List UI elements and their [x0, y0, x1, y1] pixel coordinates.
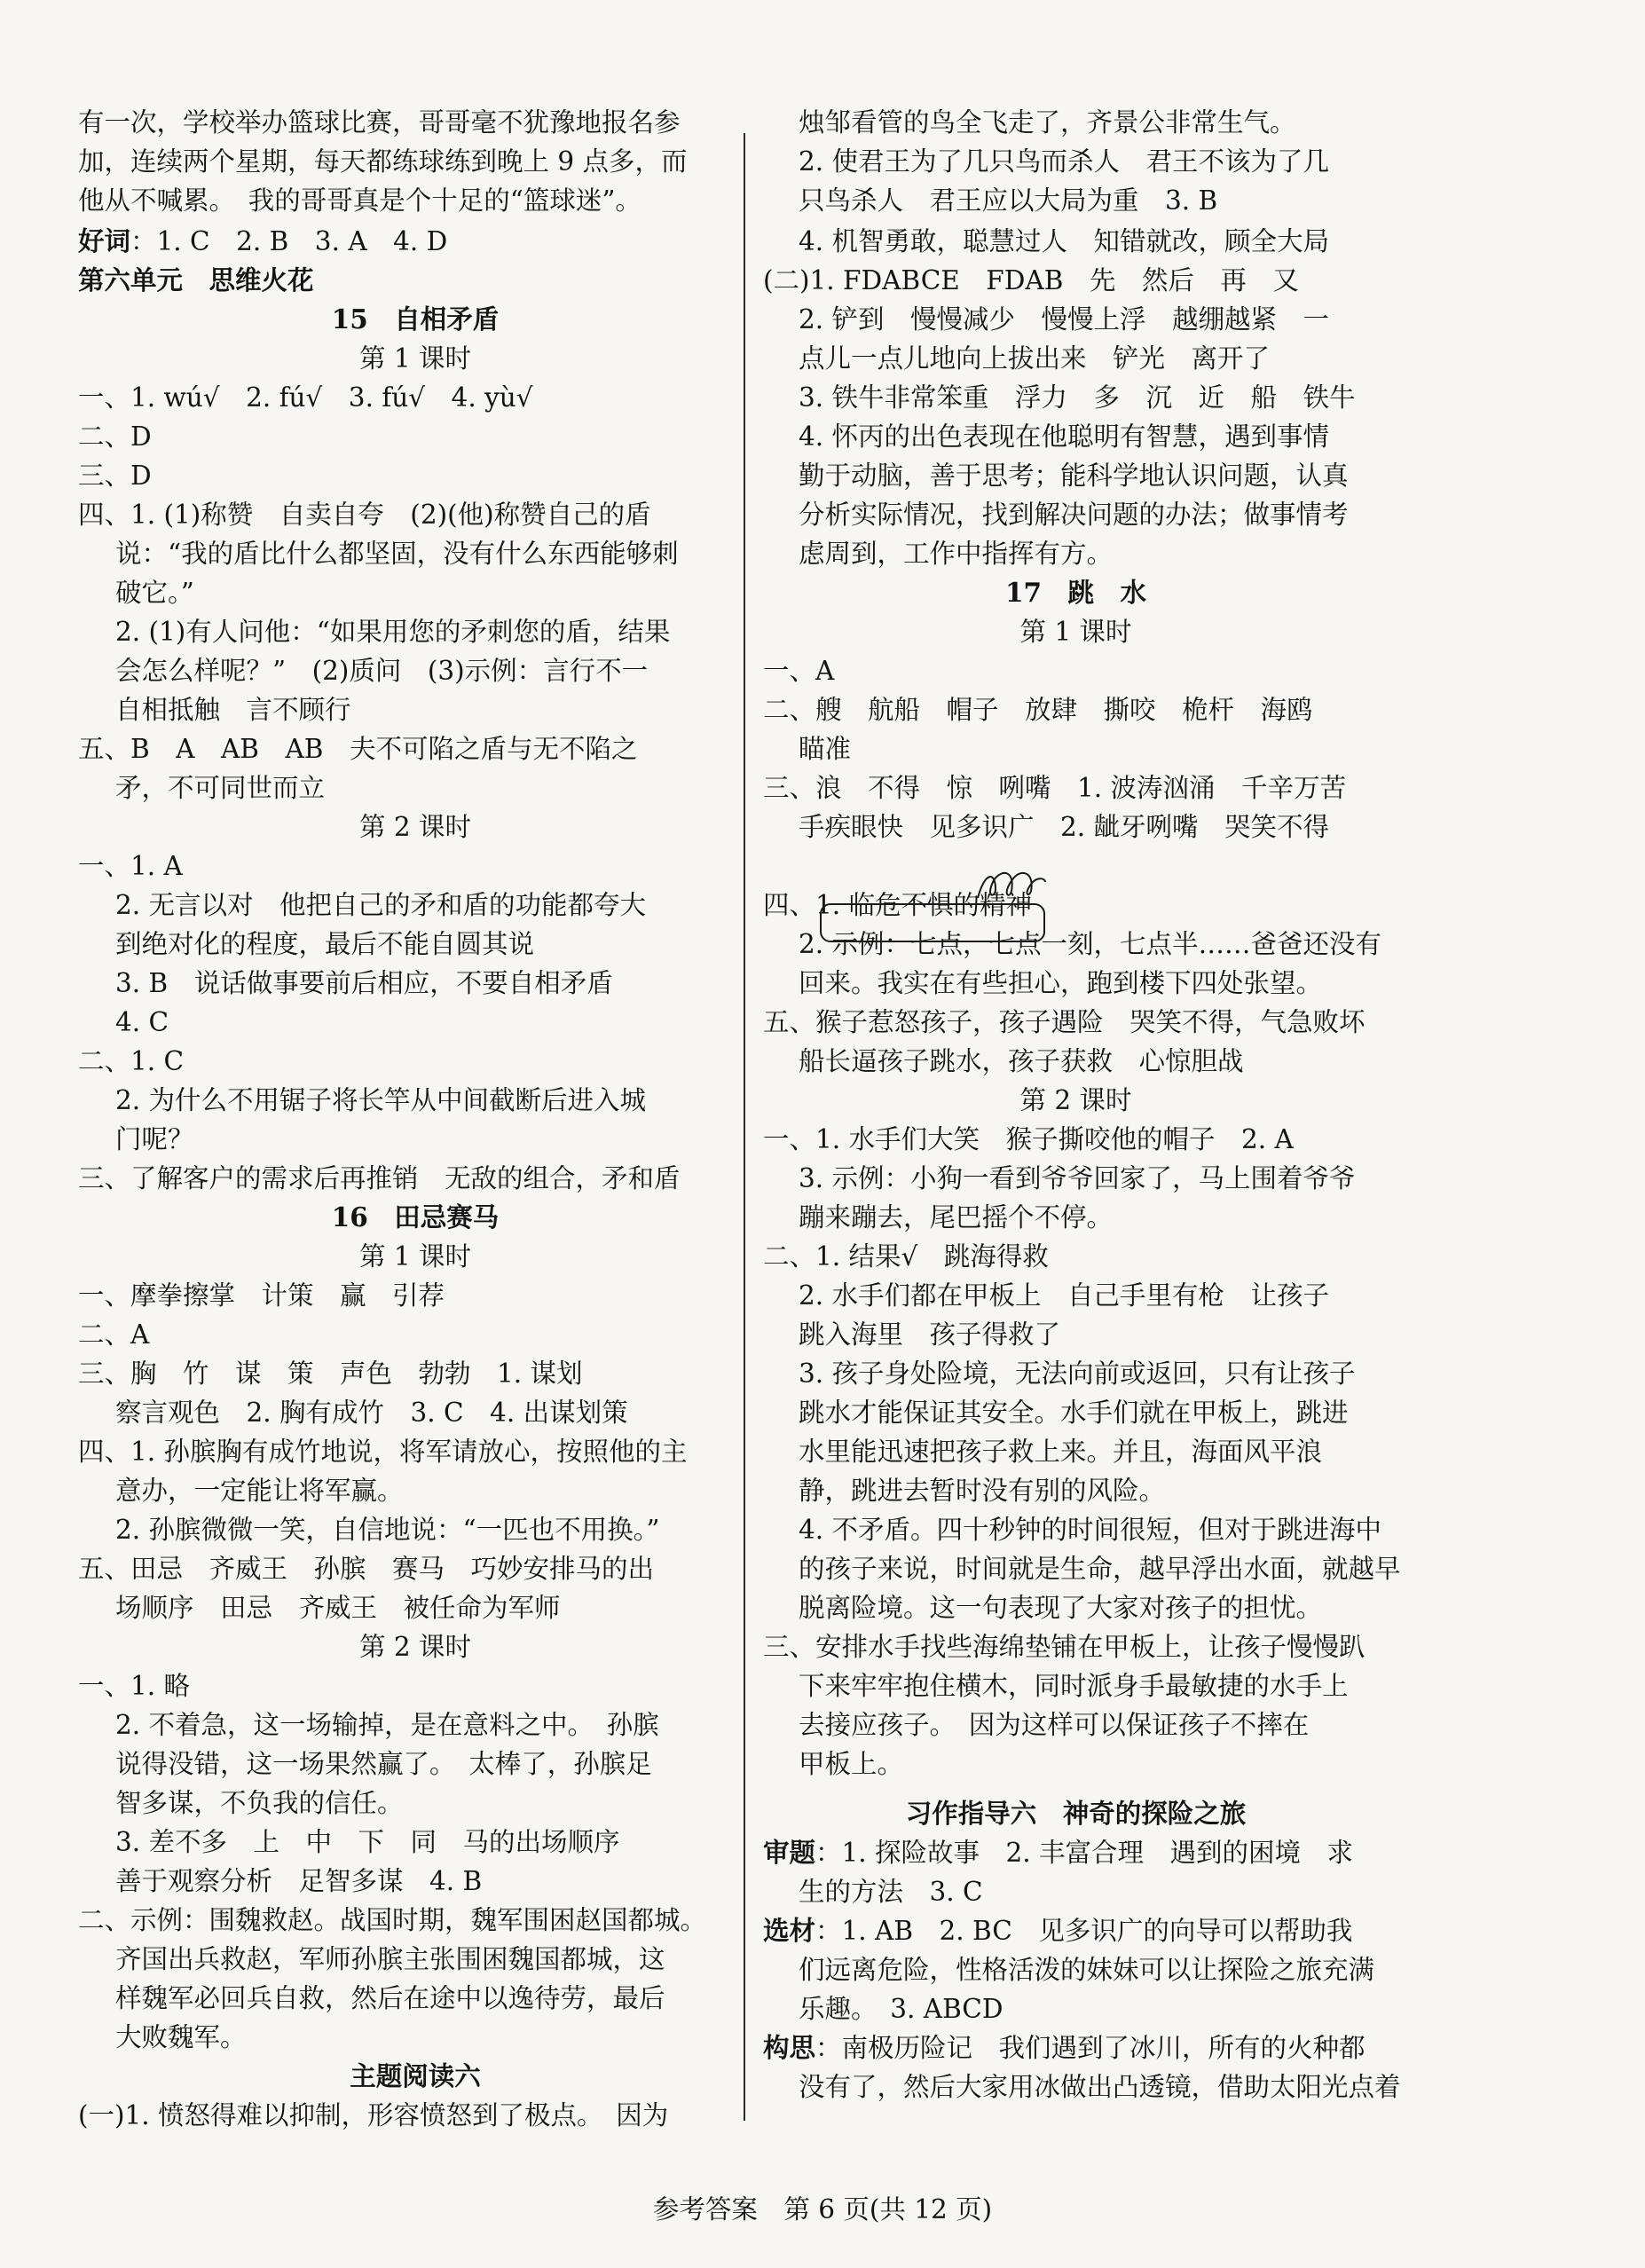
- answer-line: 齐国出兵救赵，军师孙膑主张围困魏国都城，这: [115, 1944, 665, 1974]
- answer-line: 四、1. 孙膑胸有成竹地说，将军请放心，按照他的主: [78, 1437, 688, 1467]
- column-divider: [744, 133, 745, 2121]
- answer-line: 2. 不着急，这一场输掉，是在意料之中。 孙膑: [115, 1710, 659, 1740]
- answer-line: 生的方法 3. C: [799, 1877, 983, 1907]
- answer-line: 四、1. (1)称赞 自卖自夸 (2)(他)称赞自己的盾: [78, 500, 651, 530]
- answer-line: 一、摩拳擦掌 计策 赢 引荐: [78, 1280, 445, 1311]
- loop-annotation-mark: [976, 871, 1047, 903]
- answer-line: 五、田忌 齐威王 孙膑 赛马 巧妙安排马的出: [78, 1554, 655, 1584]
- answer-line: 跳水才能保证其安全。水手们就在甲板上，跳进: [799, 1398, 1349, 1428]
- answer-line: 2. 铲到 慢慢减少 慢慢上浮 越绷越紧 一: [799, 304, 1330, 335]
- answer-line: 勤于动脑，善于思考；能科学地认识问题，认真: [799, 461, 1349, 491]
- answer-line: 下来牢牢抱住横木，同时派身手最敏捷的水手上: [799, 1671, 1349, 1701]
- answer-line: 烛邹看管的鸟全飞走了，齐景公非常生气。: [799, 107, 1296, 138]
- answer-line: 三、了解客户的需求后再推销 无敌的组合，矛和盾: [78, 1163, 681, 1193]
- answer-line: 二、D: [78, 421, 152, 452]
- label-prefix: 审题: [763, 1837, 816, 1868]
- answer-line: 有一次，学校举办篮球比赛，哥哥毫不犹豫地报名参: [78, 107, 681, 138]
- answer-line: 2. 使君王为了几只鸟而杀人 君王不该为了几: [799, 146, 1330, 177]
- answer-line: 矛，不可同世而立: [115, 773, 326, 803]
- section-heading: 主题阅读六: [350, 2060, 481, 2091]
- answer-line: 静，跳进去暂时没有别的风险。: [799, 1476, 1166, 1506]
- answer-line: 分析实际情况，找到解决问题的办法；做事情考: [799, 500, 1349, 530]
- answer-line: 的孩子来说，时间就是生命，越早浮出水面，就越早: [799, 1554, 1401, 1584]
- answer-line: 点儿一点儿地向上拔出来 铲光 离开了: [799, 343, 1271, 374]
- answer-line: 乐趣。 3. ABCD: [799, 1994, 1004, 2024]
- answer-line: 一、1. A: [78, 851, 183, 881]
- section-heading: 15 自相矛盾: [331, 303, 500, 335]
- answer-line: 甲板上。: [799, 1749, 904, 1779]
- answer-line: 4. 不矛盾。四十秒钟的时间很短，但对于跳进海中: [799, 1515, 1382, 1545]
- answer-line: 三、安排水手找些海绵垫铺在甲板上，让孩子慢慢趴: [763, 1632, 1366, 1662]
- answer-line: 第 2 课时: [358, 812, 472, 842]
- answer-line: (一)1. 愤怒得难以抑制，形容愤怒到了极点。 因为: [78, 2100, 669, 2130]
- answer-line: 蹦来蹦去，尾巴摇个不停。: [799, 1202, 1114, 1232]
- answer-line: 说得没错，这一场果然赢了。 太棒了，孙膑足: [115, 1749, 652, 1779]
- answer-line: 察言观色 2. 胸有成竹 3. C 4. 出谋划策: [115, 1398, 628, 1428]
- answer-line: 第 1 课时: [1019, 617, 1132, 647]
- answer-line: 2. 无言以对 他把自己的矛和盾的功能都夸大: [115, 890, 647, 920]
- answer-line: 意办，一定能让将军赢。: [115, 1476, 404, 1506]
- answer-line: 二、A: [78, 1319, 150, 1350]
- answer-line: 四、1. 临危不惧的精神: [763, 890, 1033, 920]
- answer-line: 2. 孙膑微微一笑，自信地说：“一匹也不用换。”: [115, 1515, 660, 1545]
- answer-line: 3. 差不多 上 中 下 同 马的出场顺序: [115, 1827, 620, 1857]
- answer-line: 到绝对化的程度，最后不能自圆其说: [115, 929, 535, 959]
- answer-line: 一、A: [763, 656, 835, 686]
- answer-line: 手疾眼快 见多识广 2. 龇牙咧嘴 哭笑不得: [799, 812, 1330, 842]
- answer-line: 3. 孩子身处险境，无法向前或返回，只有让孩子: [799, 1358, 1356, 1389]
- section-heading: 第六单元 思维火花: [78, 264, 314, 295]
- answer-line: 2. 水手们都在甲板上 自己手里有枪 让孩子: [799, 1280, 1330, 1311]
- answer-line: 跳入海里 孩子得救了: [799, 1319, 1061, 1350]
- answer-line: 自相抵触 言不顾行: [115, 695, 351, 725]
- answer-line: 们远离危险，性格活泼的妹妹可以让探险之旅充满: [799, 1955, 1375, 1985]
- section-heading: 17 跳 水: [1004, 577, 1147, 608]
- answer-line: 第 1 课时: [358, 343, 472, 374]
- answer-line: 一、1. wú√ 2. fú√ 3. fú√ 4. yù√: [78, 382, 533, 413]
- answer-line: 4. 怀丙的出色表现在他聪明有智慧，遇到事情: [799, 421, 1330, 452]
- label-prefix: 构思: [763, 2032, 816, 2063]
- answer-line: 样魏军必回兵自救，然后在途中以逸待劳，最后: [115, 1983, 665, 2013]
- answer-line: 第 2 课时: [358, 1632, 472, 1662]
- answer-line: 2. 为什么不用锯子将长竿从中间截断后进入城: [115, 1085, 647, 1115]
- answer-line: 瞄准: [799, 734, 852, 764]
- label-prefix: 选材: [763, 1915, 816, 1946]
- answer-line: 4. C: [115, 1007, 169, 1037]
- answer-line: 五、B A AB AB 夫不可陷之盾与无不陷之: [78, 734, 638, 764]
- answer-line: 二、1. 结果√ 跳海得救: [763, 1241, 1049, 1272]
- answer-line: 三、胸 竹 谋 策 声色 勃勃 1. 谋划: [78, 1358, 583, 1389]
- answer-line: 第 2 课时: [1019, 1085, 1132, 1115]
- page-footer: 参考答案 第 6 页(共 12 页): [652, 2194, 993, 2225]
- answer-line: 构思：南极历险记 我们遇到了冰川，所有的火种都: [763, 2032, 1366, 2063]
- answer-line: 虑周到，工作中指挥有方。: [799, 539, 1114, 569]
- answer-line: 船长逼孩子跳水，孩子获救 心惊胆战: [799, 1046, 1244, 1076]
- answer-line: 第 1 课时: [358, 1241, 472, 1272]
- answer-line: 审题：1. 探险故事 2. 丰富合理 遇到的困境 求: [763, 1837, 1354, 1868]
- answer-line: 破它。”: [115, 578, 194, 608]
- answer-line: 好词：1. C 2. B 3. A 4. D: [78, 225, 448, 256]
- answer-line: 加，连续两个星期，每天都练球练到晚上 9 点多，而: [78, 146, 688, 177]
- answer-line: 三、浪 不得 惊 咧嘴 1. 波涛汹涌 千辛万苦: [763, 773, 1347, 803]
- answer-line: 他从不喊累。 我的哥哥真是个十足的“篮球迷”。: [78, 185, 641, 216]
- answer-line: (二)1. FDABCE FDAB 先 然后 再 又: [763, 265, 1299, 295]
- answer-line: 4. 机智勇敢，聪慧过人 知错就改，顾全大局: [799, 226, 1330, 256]
- label-prefix: 好词: [78, 225, 131, 256]
- answer-line: 二、1. C: [78, 1046, 185, 1076]
- answer-line: 三、D: [78, 461, 152, 491]
- section-heading: 16 田忌赛马: [331, 1201, 500, 1232]
- answer-line: 只鸟杀人 君王应以大局为重 3. B: [799, 185, 1218, 216]
- answer-line: 一、1. 略: [78, 1671, 191, 1701]
- answer-line: 五、猴子惹怒孩子，孩子遇险 哭笑不得，气急败坏: [763, 1007, 1366, 1037]
- answer-line: 场顺序 田忌 齐威王 被任命为军师: [115, 1593, 561, 1623]
- answer-line: 2. 示例：七点，七点一刻，七点半……爸爸还没有: [799, 929, 1382, 959]
- answer-line: 智多谋，不负我的信任。: [115, 1788, 404, 1818]
- answer-line: 3. B 说话做事要前后相应，不要自相矛盾: [115, 968, 613, 998]
- answer-line: 脱离险境。这一句表现了大家对孩子的担忧。: [799, 1593, 1323, 1623]
- answer-line: 会怎么样呢？” (2)质问 (3)示例：言行不一: [115, 656, 649, 686]
- answer-line: 选材：1. AB 2. BC 见多识广的向导可以帮助我: [763, 1915, 1353, 1946]
- answer-line: 一、1. 水手们大笑 猴子撕咬他的帽子 2. A: [763, 1124, 1294, 1154]
- answer-line: 说：“我的盾比什么都坚固，没有什么东西能够刺: [115, 539, 679, 569]
- answer-line: 二、示例：围魏救赵。战国时期，魏军围困赵国都城。: [78, 1905, 707, 1935]
- answer-line: 没有了，然后大家用冰做出凸透镜，借助太阳光点着: [799, 2072, 1401, 2102]
- answer-line: 回来。我实在有些担心，跑到楼下四处张望。: [799, 968, 1323, 998]
- answer-line: 门呢？: [115, 1124, 194, 1154]
- answer-line: 水里能迅速把孩子救上来。并且，海面风平浪: [799, 1437, 1323, 1467]
- answer-line: 3. 铁牛非常笨重 浮力 多 沉 近 船 铁牛: [799, 382, 1356, 413]
- answer-line: 二、艘 航船 帽子 放肆 撕咬 桅杆 海鸥: [763, 695, 1313, 725]
- answer-line: 善于观察分析 足智多谋 4. B: [115, 1866, 483, 1896]
- answer-line: 去接应孩子。 因为这样可以保证孩子不摔在: [799, 1710, 1310, 1740]
- answer-line: 2. (1)有人问他：“如果用您的矛刺您的盾，结果: [115, 617, 671, 647]
- section-heading: 习作指导六 神奇的探险之旅: [905, 1798, 1247, 1829]
- answer-line: 3. 示例：小狗一看到爷爷回家了，马上围着爷爷: [799, 1163, 1356, 1193]
- circled-answer-mark: [820, 903, 1045, 942]
- answer-line: 大败魏军。: [115, 2022, 247, 2052]
